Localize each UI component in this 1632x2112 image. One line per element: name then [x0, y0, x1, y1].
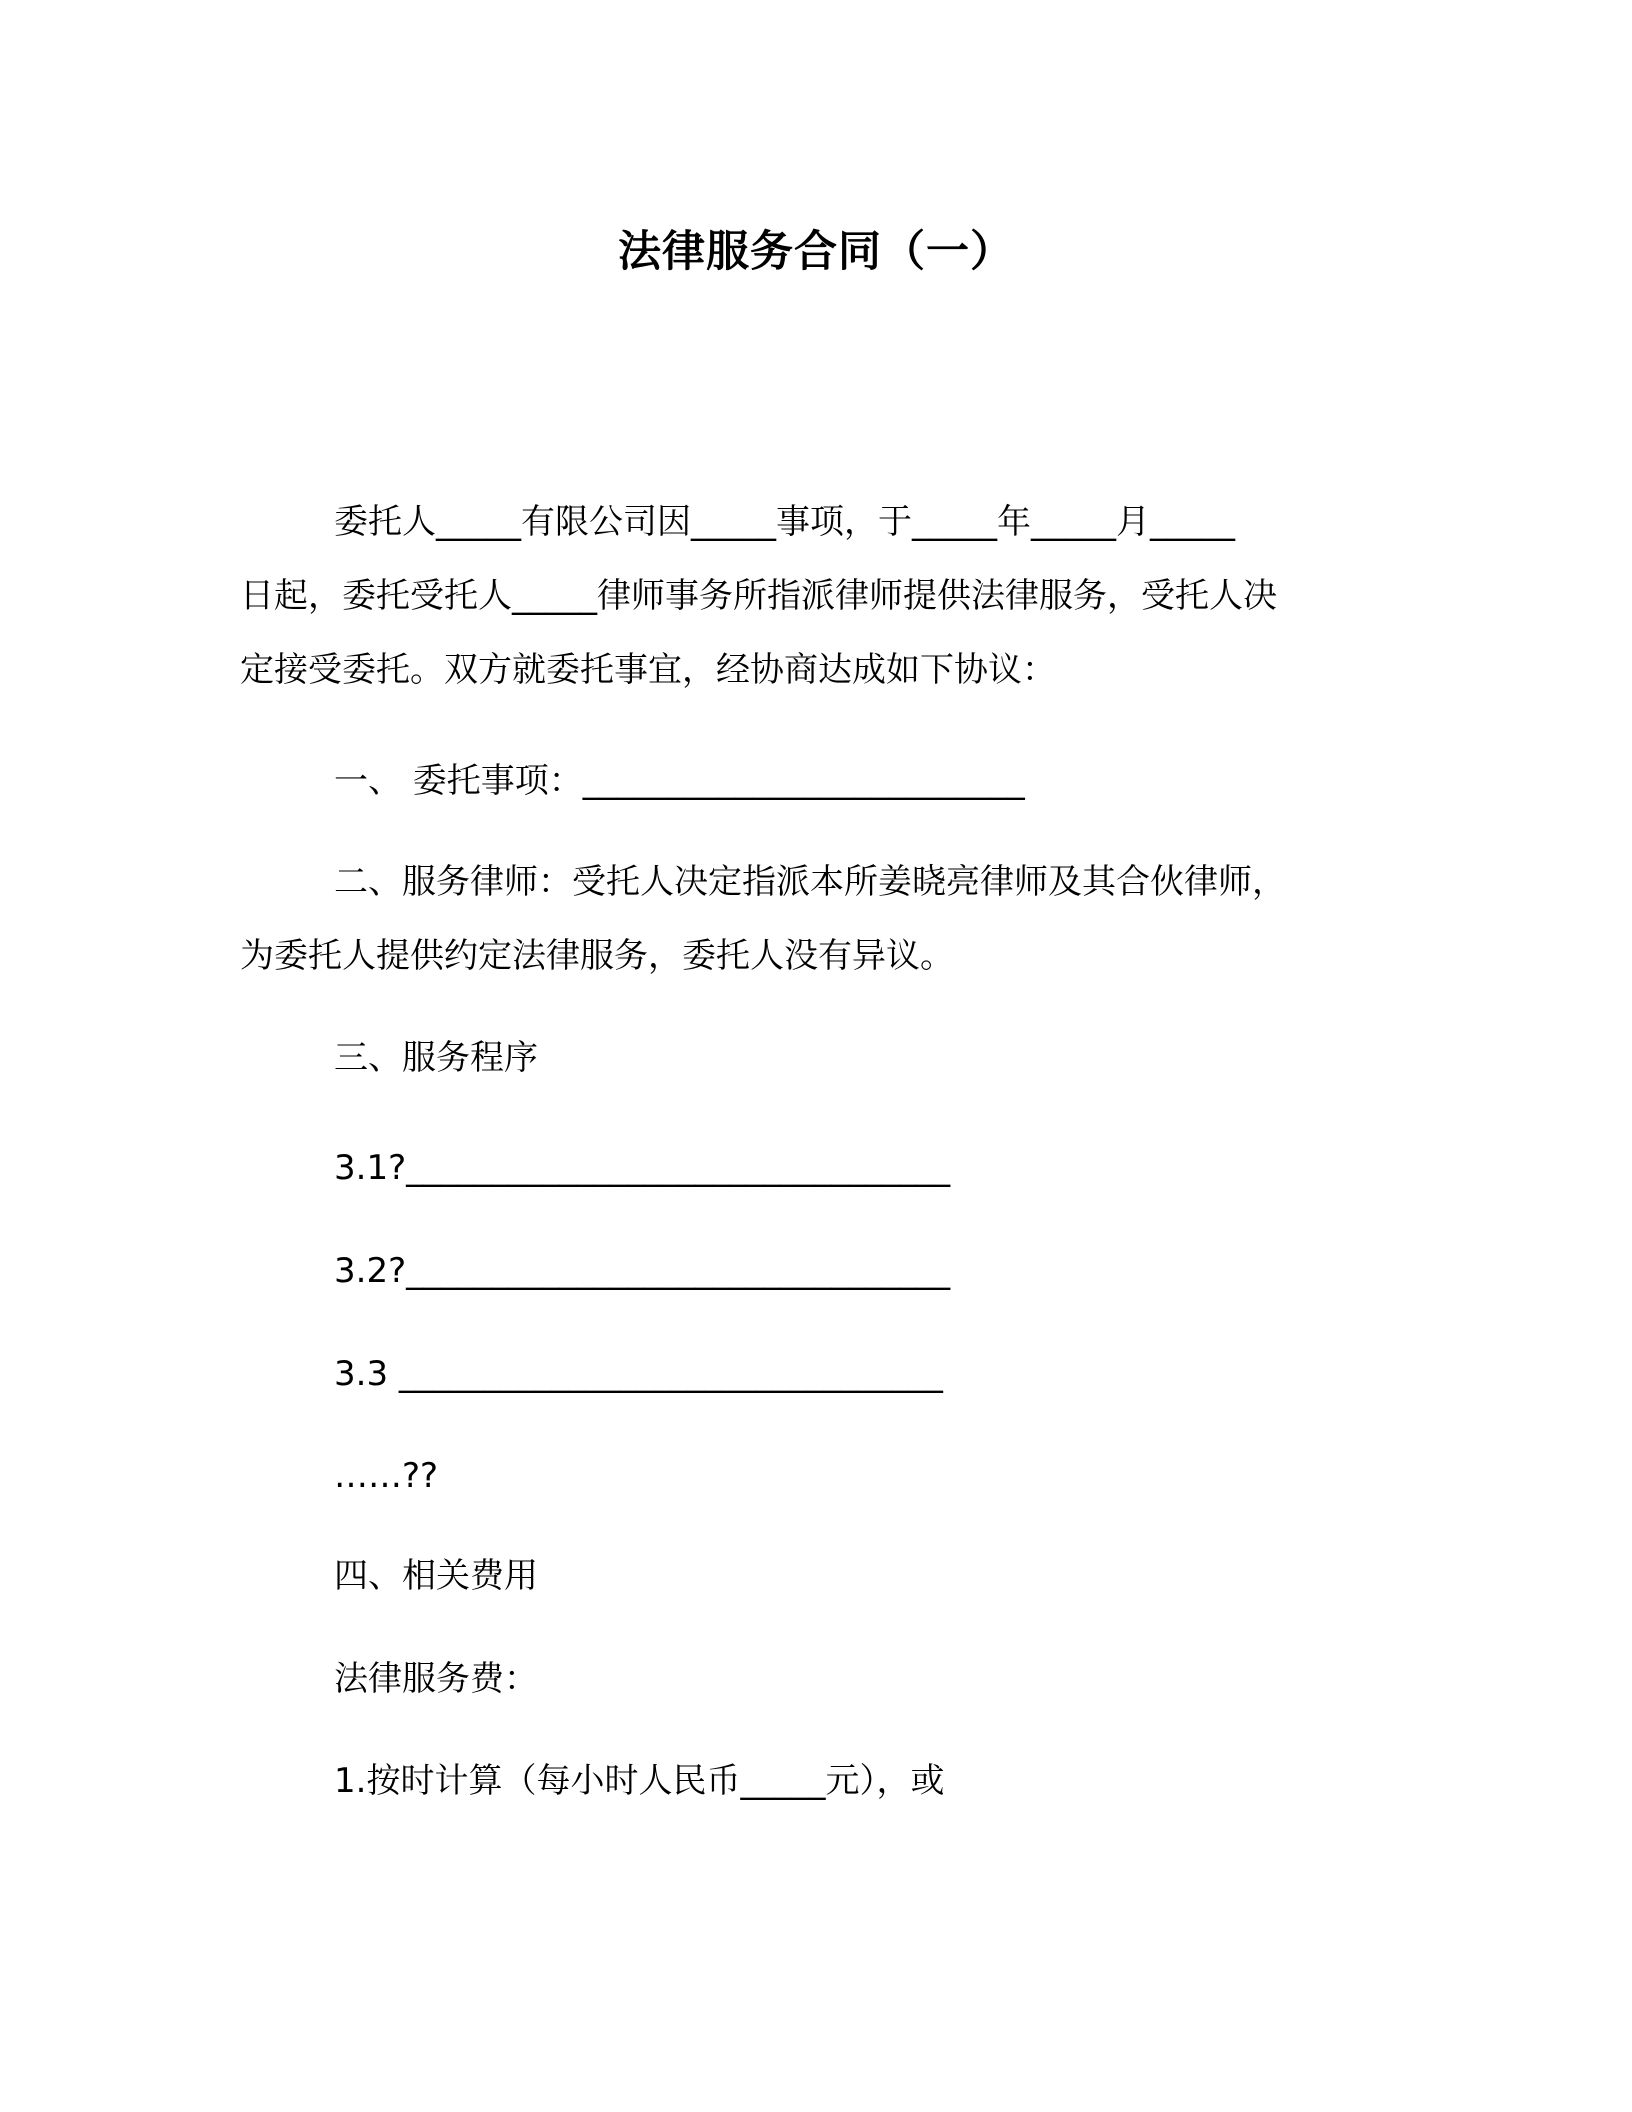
item-3-3: 3.3 ________________________________: [334, 1354, 943, 1394]
section-3-heading: 三、服务程序: [334, 1038, 538, 1078]
section-1-entrusted-matters: 一、 委托事项：__________________________: [334, 761, 1025, 801]
section-4-heading: 四、相关费用: [334, 1556, 538, 1596]
section-2-line-2: 为委托人提供约定法律服务，委托人没有异议。: [240, 936, 954, 976]
preamble-line-2: 日起，委托受托人_____律师事务所指派律师提供法律服务，受托人决: [240, 576, 1277, 616]
item-ellipsis: ……??: [334, 1456, 439, 1496]
item-3-2: 3.2?________________________________: [334, 1251, 951, 1291]
document-title: 法律服务合同（一）: [618, 227, 1014, 277]
preamble-line-3: 定接受委托。双方就委托事宜，经协商达成如下协议：: [240, 650, 1056, 690]
preamble-line-1: 委托人_____有限公司因_____事项，于_____年_____月_____: [334, 502, 1235, 542]
fee-label: 法律服务费：: [334, 1659, 538, 1699]
fee-item-1: 1.按时计算（每小时人民币_____元），或: [334, 1761, 945, 1801]
section-2-line-1: 二、服务律师：受托人决定指派本所姜晓亮律师及其合伙律师，: [334, 862, 1286, 902]
item-3-1: 3.1?________________________________: [334, 1148, 951, 1188]
